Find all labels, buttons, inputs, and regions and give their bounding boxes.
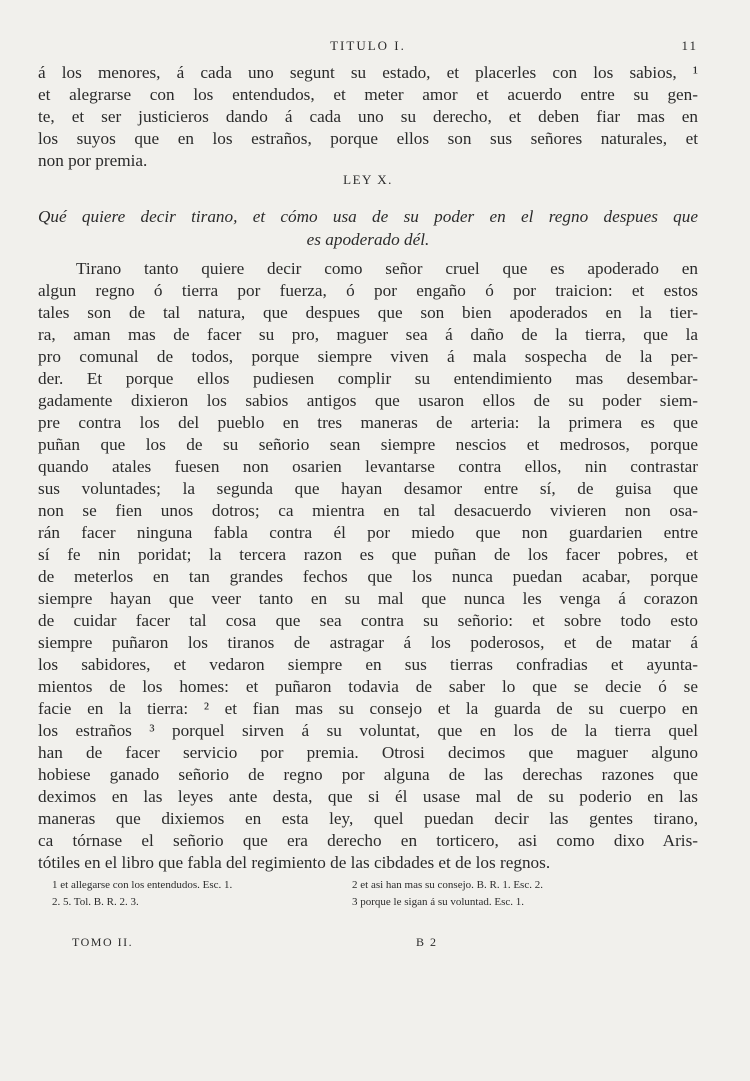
running-head <box>38 38 698 60</box>
text-line: non se fien unos dotros; ca mientra en tal desacuerdo vivieren non osa- <box>38 501 698 520</box>
text-line: maneras que dixiemos en esta ley, quel puedan decir las gentes tirano, <box>38 809 698 828</box>
text-line: algun regno ó tierra por fuerza, ó por engaño ó por traicion: et estos <box>38 281 698 300</box>
text-line: quando atales fuesen non osarien levantarse contra ellos, nin contrastar <box>38 457 698 476</box>
text-line: non por premia. <box>38 151 148 170</box>
page-number: 11 <box>681 38 698 53</box>
text-line: pre contra los del pueblo en tres maneras de arteria: la primera es que <box>38 413 698 432</box>
footnote: 2 et asi han mas su consejo. B. R. 1. Esc. 2. <box>352 879 543 891</box>
text-line: de cuidar facer tal cosa que sea contra su señorio: et sobre todo esto <box>38 611 698 630</box>
text-line: pro comunal de todos, porque siempre viven á mala sospecha de la per- <box>38 347 698 366</box>
text-line: sí fe nin poridat; la tercera razon es que puñan de los facer pobres, et <box>38 545 698 564</box>
subheading-line: Qué quiere decir tirano, et cómo usa de su poder en el regno despues que <box>38 207 698 226</box>
volume-label: TOMO II. <box>72 935 134 949</box>
text-line: rán facer ninguna fabla contra él por miedo que non guardarien entre <box>38 523 698 542</box>
subheading-line: es apoderado dél. <box>306 230 430 249</box>
text-line: siempre hayan que veer tanto en su mal que nunca les venga á corazon <box>38 589 698 608</box>
footnote: 3 porque le sigan á su voluntad. Esc. 1. <box>352 896 524 908</box>
text-line: gadamente dixieron los sabios antigos que usaron ellos de su poder siem- <box>38 391 698 410</box>
law-body <box>38 258 698 874</box>
text-line: puñan que los de su señorio sean siempre nescios et medrosos, porque <box>38 435 698 454</box>
text-line: ca tórnase el señorio que era derecho en torticero, asi como dixo Aris- <box>38 831 698 850</box>
text-line: han de facer servicio por premia. Otrosi decimos que maguer alguno <box>38 743 698 762</box>
text-line: facie en la tierra: ² et fian mas su consejo et la guarda de su cuerpo en <box>38 699 698 718</box>
footnote: 2. 5. Tol. B. R. 2. 3. <box>52 896 139 908</box>
text-line: á los menores, á cada uno segunt su estado, et placerles con los sabios, ¹ <box>38 63 698 82</box>
law-heading: LEY X. <box>343 172 393 187</box>
text-line: deximos en las leyes ante desta, que si él usase mal de su poderio en las <box>38 787 698 806</box>
text-line: tótiles en el libro que fabla del regimiento de las cibdades et de los regnos. <box>38 853 551 872</box>
text-line: mientos de los homes: et puñaron todavia de saber lo que se decie ó se <box>38 677 698 696</box>
text-line: los suyos que en los estraños, porque ellos son sus señores naturales, et <box>38 129 698 148</box>
footnotes-left-column <box>52 877 342 911</box>
text-line: los estraños ³ porquel sirven á su voluntat, que en los de la tierra quel <box>38 721 698 740</box>
footnote: 1 et allegarse con los entendudos. Esc. 1. <box>52 879 233 891</box>
footnotes-right-column <box>352 877 642 911</box>
text-line: tales son de tal natura, que despues que son bien apoderados en la tier- <box>38 303 698 322</box>
text-line: der. Et porque ellos pudiesen complir su entendimiento mas desembar- <box>38 369 698 388</box>
text-line: Tirano tanto quiere decir como señor cruel que es apoderado en <box>76 259 698 278</box>
text-line: te, et ser justicieros dando á cada uno su derecho, et deben fiar mas en <box>38 107 698 126</box>
law-subheading <box>38 205 698 251</box>
text-line: ra, aman mas de facer su pro, maguer sea á daño de la tierra, que la <box>38 325 698 344</box>
text-line: los sabidores, et vedaron siempre en sus tierras confradias et ayunta- <box>38 655 698 674</box>
text-line: hobiese ganado señorio de regno por alguna de las derechas razones que <box>38 765 698 784</box>
signature-mark: B 2 <box>416 935 438 949</box>
paragraph-continuation <box>38 62 698 172</box>
text-line: sus voluntades; la segunda que hayan desamor entre sí, de guisa que <box>38 479 698 498</box>
running-head-title: TITULO I. <box>330 38 406 53</box>
text-line: et alegrarse con los entendudos, et meter amor et acuerdo entre su gen- <box>38 85 698 104</box>
text-line: siempre puñaron los tiranos de astragar á los poderosos, et de matar á <box>38 633 698 652</box>
text-line: de meterlos en tan grandes fechos que los nunca puedan acabar, porque <box>38 567 698 586</box>
page-footer <box>72 935 672 955</box>
